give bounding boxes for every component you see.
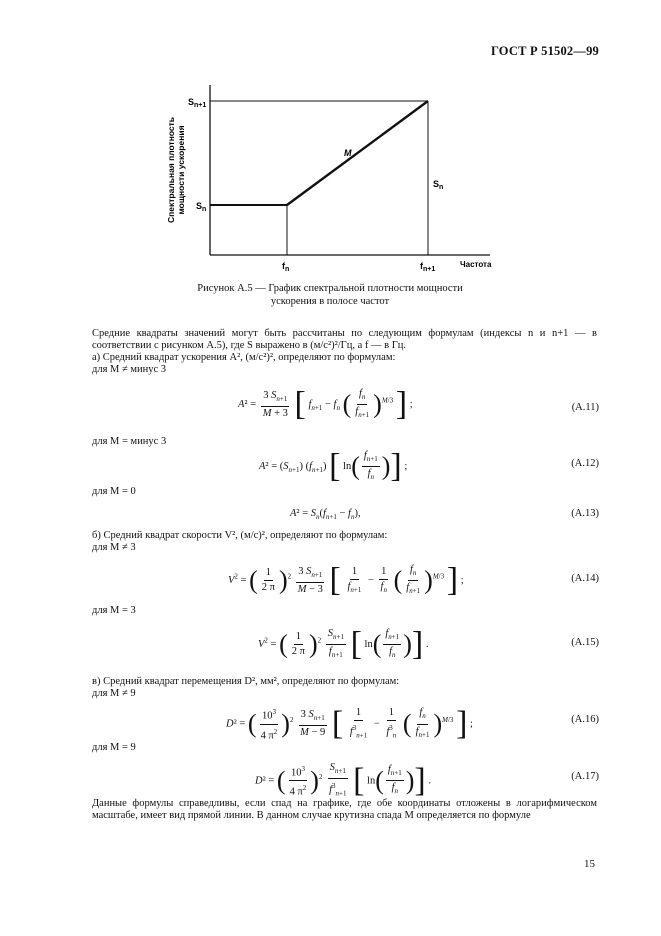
equation-number-a14: (А.14) xyxy=(571,573,599,584)
equation-number-a16: (А.16) xyxy=(571,714,599,725)
caption-line1: Рисунок А.5 — График спектральной плотности мощности xyxy=(197,283,463,294)
item-a-condition-1: для M ≠ минус 3 xyxy=(92,364,167,375)
item-c-condition-2: для M = 9 xyxy=(92,742,136,753)
equation-a17: D² = ( $\frac{10^3}{4 \pi^2}$ )$^2$ $\frac{S_{n+1}}{f^3_{n+1}}$ [ ln( $\frac{f_{n+1}}{f_n}$ )] . xyxy=(255,761,431,799)
y-axis-title-line2: мощности ускорения xyxy=(176,125,186,215)
x-tick-left: $f_n$ xyxy=(282,261,290,273)
y-axis-title xyxy=(166,117,186,223)
x-axis-title: Частота xyxy=(460,260,492,269)
psd-figure xyxy=(160,80,520,280)
x-tick-right: $f_{n+1}$ xyxy=(420,261,436,273)
item-c-condition-1: для M ≠ 9 xyxy=(92,688,136,699)
slope-label: M xyxy=(344,148,352,158)
equation-a16: D² = ( $\frac{10^3}{4 \pi^2}$ )$^2$ $\frac{3 S_{n+1}}{M - 9}$ [ $\frac{1}{f^3_{n+1}}$ − $\frac{1}{f^3_n}$ ( $\frac{f_n}{f_{n+1}}$ )$^{M/3}$ ] ; xyxy=(226,705,473,742)
equation-number-a17: (А.17) xyxy=(571,771,599,782)
caption-line2: ускорения в полосе частот xyxy=(270,296,390,307)
item-a-condition-3: для M = 0 xyxy=(92,486,136,497)
equation-a15: $V^2$ = ( $\frac{1}{2 \pi}$ )$^2$ $\frac{S_{n+1}}{f_{n+1}}$ [ ln( $\frac{f_{n+1}}{f_n}$ )] . xyxy=(258,625,429,663)
closing-paragraph: Данные формулы справедливы, если спад на графике, где обе координаты отложены в логарифмическом масштабе, имеет вид прямой линии. В данном случае крутизна спада M определяется по формуле xyxy=(92,798,597,821)
equation-a12: $A^2 = (S_{n+1})$ $(f_{n+1})$ [ ln( $\frac{f_{n+1}}{f_n}$ )] ; xyxy=(259,447,408,485)
equation-number-a12: (А.12) xyxy=(571,458,599,469)
equation-a14: $V^2$ = ( $\frac{1}{2 \pi}$ )$^2$ $\frac{3 S_{n+1}}{M - 3}$ [ $\frac{1}{f_{n+1}}$ − $\frac{1}{f_n}$ ( $\frac{f_n}{f_{n+1}}$ )$^{M/3}$ ] ; xyxy=(228,561,464,599)
y-tick-low: $S_n$ xyxy=(196,201,207,213)
equation-number-a11: (А.11) xyxy=(571,402,599,413)
sloped-psd-segment xyxy=(287,101,428,205)
equation-number-a15: (А.15) xyxy=(571,637,599,648)
y-tick-top: $S_{n+1}$ xyxy=(188,97,207,109)
equation-a11: A² = $\frac{3 S_{n+1}}{M + 3}$ [ $f_{n+1} - f_n$ ( $\frac{f_n}{f_{n+1}}$ )$^{M/3}$ ] ; xyxy=(238,385,413,423)
page-number: 15 xyxy=(584,858,595,870)
equation-number-a13: (А.13) xyxy=(571,508,599,519)
equation-a13: $A^2 = S_n(f_{n+1} - f_n)$, xyxy=(290,508,361,522)
y-axis-title-line1: Спектральная плотность xyxy=(166,116,176,224)
item-b-text: б) Средний квадрат скорости V², (м/с)², определяют по формулам: xyxy=(92,530,388,541)
item-b-condition-1: для M ≠ 3 xyxy=(92,542,136,553)
figure-caption xyxy=(150,282,510,308)
document-header: ГОСТ Р 51502—99 xyxy=(490,44,599,58)
intro-paragraph: Средние квадраты значений могут быть рассчитаны по следующим формулам (индексы n и n+1 — в соответствии с рисунком А.5), где S выражено в (м/с²)²/Гц, а f — в Гц. xyxy=(92,328,597,351)
item-a-condition-2: для M = минус 3 xyxy=(92,436,167,447)
item-c-text: в) Средний квадрат перемещения D², мм², определяют по формулам: xyxy=(92,676,400,687)
item-a-text: а) Средний квадрат ускорения A², (м/с²)², определяют по формулам: xyxy=(92,352,396,363)
item-b-condition-2: для M = 3 xyxy=(92,605,136,616)
right-label: $S_n$ xyxy=(433,179,444,191)
